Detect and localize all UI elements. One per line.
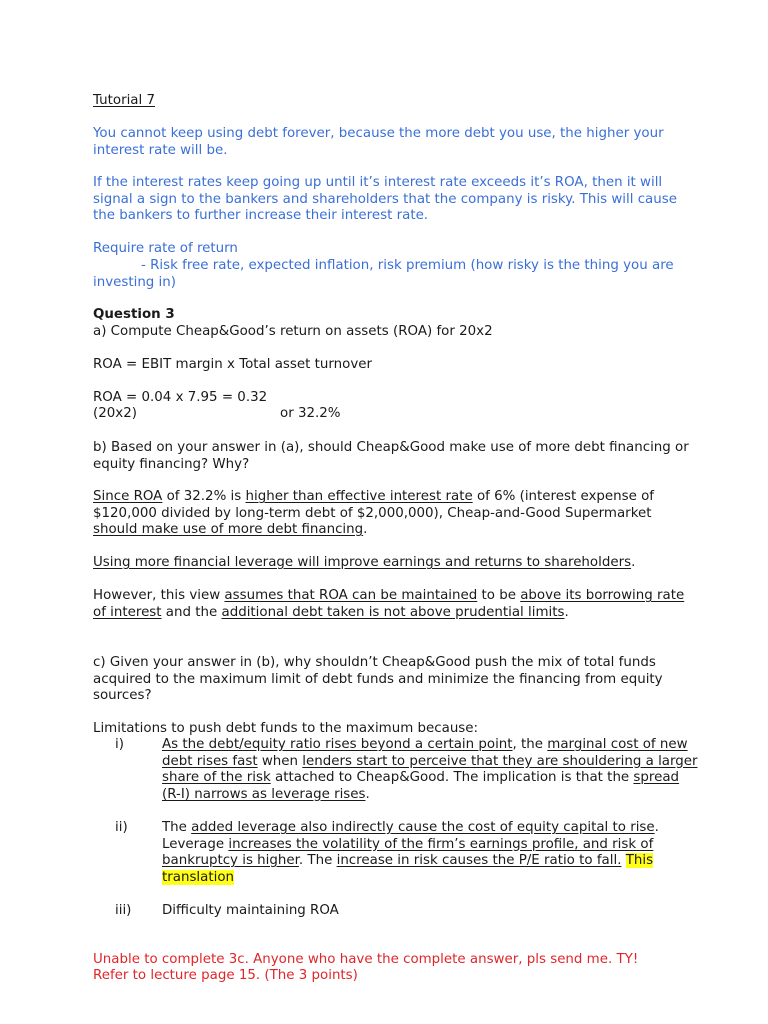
question-c-prompt: c) Given your answer in (b), why shouldn’t Cheap&Good push the mix of total funds acquired to the maximum limit of debt funds and minimize the financing from equity sources?	[93, 655, 663, 703]
highlighted-text: This translation	[162, 853, 654, 885]
list-item-text: As the debt/equity ratio rises beyond a certain point, the marginal cost of new debt rises fast when lenders start to perceive that they are shouldering a larger share of the risk attached to Cheap&Good. The implication is that the spread (R-I) narrows as leverage rises.	[162, 737, 698, 802]
list-item-text: The added leverage also indirectly cause the cost of equity capital to rise. Leverage increases the volatility of the firm’s earnings profile, and risk of bankruptcy is higher. The increase in risk causes the P/E ratio to fall. This translation	[162, 820, 659, 885]
document-title: Tutorial 7	[93, 93, 156, 108]
answer-b-paragraph: Since ROA of 32.2% is higher than effective interest rate of 6% (interest expense of $120,000 divided by long-term debt of $2,000,000), Cheap-and-Good Supermarket should make use of more debt financing.	[93, 489, 654, 537]
list-number: ii)	[115, 820, 128, 835]
roa-year: (20x2)	[93, 406, 137, 421]
question-b-prompt: b) Based on your answer in (a), should Cheap&Good make use of more debt financing or equity financing? Why?	[93, 440, 689, 472]
red-note-line-1: Unable to complete 3c. Anyone who have the complete answer, pls send me. TY!	[93, 952, 639, 967]
list-item-text: Difficulty maintaining ROA	[162, 903, 339, 918]
however-paragraph: However, this view assumes that ROA can be maintained to be above its borrowing rate of interest and the additional debt taken is not above prudential limits.	[93, 588, 685, 620]
question-heading: Question 3	[93, 307, 175, 322]
roa-result-line	[93, 406, 693, 423]
roa-percent: or 32.2%	[280, 406, 341, 421]
note-required-return-heading: Require rate of return	[93, 241, 238, 256]
note-interest-exceeds-roa: If the interest rates keep going up until it’s interest rate exceeds it’s ROA, then it will signal a sign to the bankers and shareholders that the company is risky. This will cause the bankers to further increase their interest rate.	[93, 175, 677, 223]
leverage-statement: Using more financial leverage will improve earnings and returns to shareholders.	[93, 555, 636, 570]
red-note-line-2: Refer to lecture page 15. (The 3 points)	[93, 968, 358, 983]
limitations-intro: Limitations to push debt funds to the maximum because:	[93, 721, 479, 736]
note-debt-forever: You cannot keep using debt forever, because the more debt you use, the higher your interest rate will be.	[93, 126, 664, 158]
note-required-return-item: - Risk free rate, expected inflation, risk premium (how risky is the thing you are investing in)	[93, 258, 674, 290]
list-number: iii)	[115, 903, 132, 918]
roa-calculation: ROA = 0.04 x 7.95 = 0.32	[93, 390, 268, 405]
list-number: i)	[115, 737, 124, 752]
question-a-prompt: a) Compute Cheap&Good’s return on assets (ROA) for 20x2	[93, 324, 493, 339]
roa-formula: ROA = EBIT margin x Total asset turnover	[93, 357, 372, 372]
